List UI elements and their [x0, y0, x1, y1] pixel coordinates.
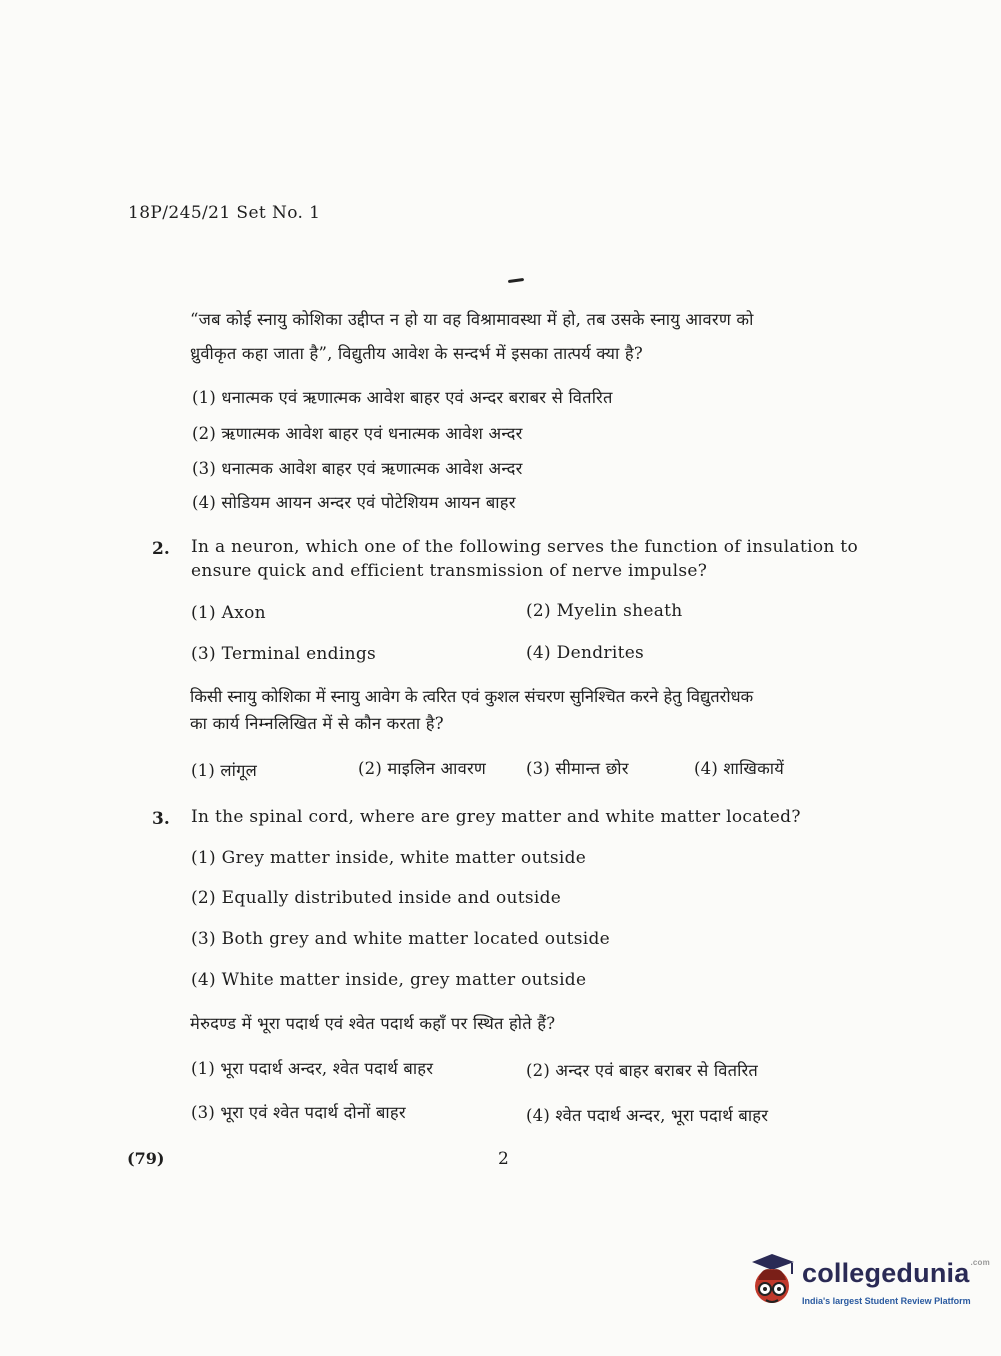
- q3-hi-option-2: (2) अन्दर एवं बाहर बराबर से वितरित: [526, 1061, 759, 1080]
- q2-hi-option-2: (2) माइलिन आवरण: [358, 759, 487, 778]
- q2-en-option-1: (1) Axon: [191, 603, 266, 623]
- q3-en-option-4: (4) White matter inside, grey matter outside: [191, 970, 587, 990]
- q2-hi-option-4: (4) शाखिकायें: [694, 759, 784, 778]
- q3-hi-option-1: (1) भूरा पदार्थ अन्दर, श्वेत पदार्थ बाहर: [191, 1059, 434, 1078]
- q2-hi-line-1: किसी स्नायु कोशिका में स्नायु आवेग के त्वरित एवं कुशल संचरण सुनिश्चित करने हेतु विद्युतरोधक: [190, 687, 754, 706]
- stray-mark: [508, 278, 524, 283]
- q2-en-option-3: (3) Terminal endings: [191, 644, 377, 664]
- page-number: 2: [498, 1149, 509, 1169]
- q1-option-1: (1) धनात्मक एवं ऋणात्मक आवेश बाहर एवं अन्दर बराबर से वितरित: [192, 388, 613, 407]
- q2-en-option-2: (2) Myelin sheath: [526, 601, 683, 621]
- q1-hindi-line-2: ध्रुवीकृत कहा जाता है”, विद्युतीय आवेश के सन्दर्भ में इसका तात्पर्य क्या है?: [190, 344, 643, 363]
- q2-number: 2.: [152, 539, 170, 559]
- q2-en-option-4: (4) Dendrites: [526, 643, 645, 663]
- mascot-icon: [742, 1252, 800, 1314]
- q2-en-line-1: In a neuron, which one of the following serves the function of insulation to: [191, 537, 858, 557]
- q1-option-3: (3) धनात्मक आवेश बाहर एवं ऋणात्मक आवेश अन्दर: [192, 459, 523, 478]
- q2-hi-line-2: का कार्य निम्नलिखित में से कौन करता है?: [190, 714, 444, 733]
- collegedunia-logo: [742, 1252, 990, 1316]
- q2-en-line-2: ensure quick and efficient transmission of nerve impulse?: [191, 561, 708, 581]
- paper-code: 18P/245/21 Set No. 1: [128, 203, 321, 223]
- q3-en-option-2: (2) Equally distributed inside and outside: [191, 888, 562, 908]
- q3-en-option-3: (3) Both grey and white matter located outside: [191, 929, 611, 949]
- q3-hi-option-4: (4) श्वेत पदार्थ अन्दर, भूरा पदार्थ बाहर: [526, 1106, 769, 1125]
- logo-tagline: India's largest Student Review Platform: [802, 1296, 971, 1306]
- q2-hi-option-1: (1) लांगूल: [191, 761, 257, 780]
- footer-code: (79): [127, 1149, 165, 1168]
- q1-option-2: (2) ऋणात्मक आवेश बाहर एवं धनात्मक आवेश अन्दर: [192, 424, 523, 443]
- q3-number: 3.: [152, 809, 170, 829]
- q1-option-4: (4) सोडियम आयन अन्दर एवं पोटेशियम आयन बाहर: [192, 493, 516, 512]
- q3-hi-question: मेरुदण्ड में भूरा पदार्थ एवं श्वेत पदार्थ कहाँ पर स्थित होते हैं?: [190, 1014, 556, 1033]
- q3-en-question: In the spinal cord, where are grey matter and white matter located?: [191, 807, 801, 827]
- logo-suffix: .com: [970, 1258, 990, 1267]
- q1-hindi-line-1: “जब कोई स्नायु कोशिका उद्दीप्त न हो या वह विश्रामावस्था में हो, तब उसके स्नायु आवरण को: [190, 310, 754, 329]
- logo-name: collegedunia: [802, 1258, 970, 1288]
- q3-hi-option-3: (3) भूरा एवं श्वेत पदार्थ दोनों बाहर: [191, 1103, 406, 1122]
- q3-en-option-1: (1) Grey matter inside, white matter outside: [191, 848, 587, 868]
- q2-hi-option-3: (3) सीमान्त छोर: [526, 759, 629, 778]
